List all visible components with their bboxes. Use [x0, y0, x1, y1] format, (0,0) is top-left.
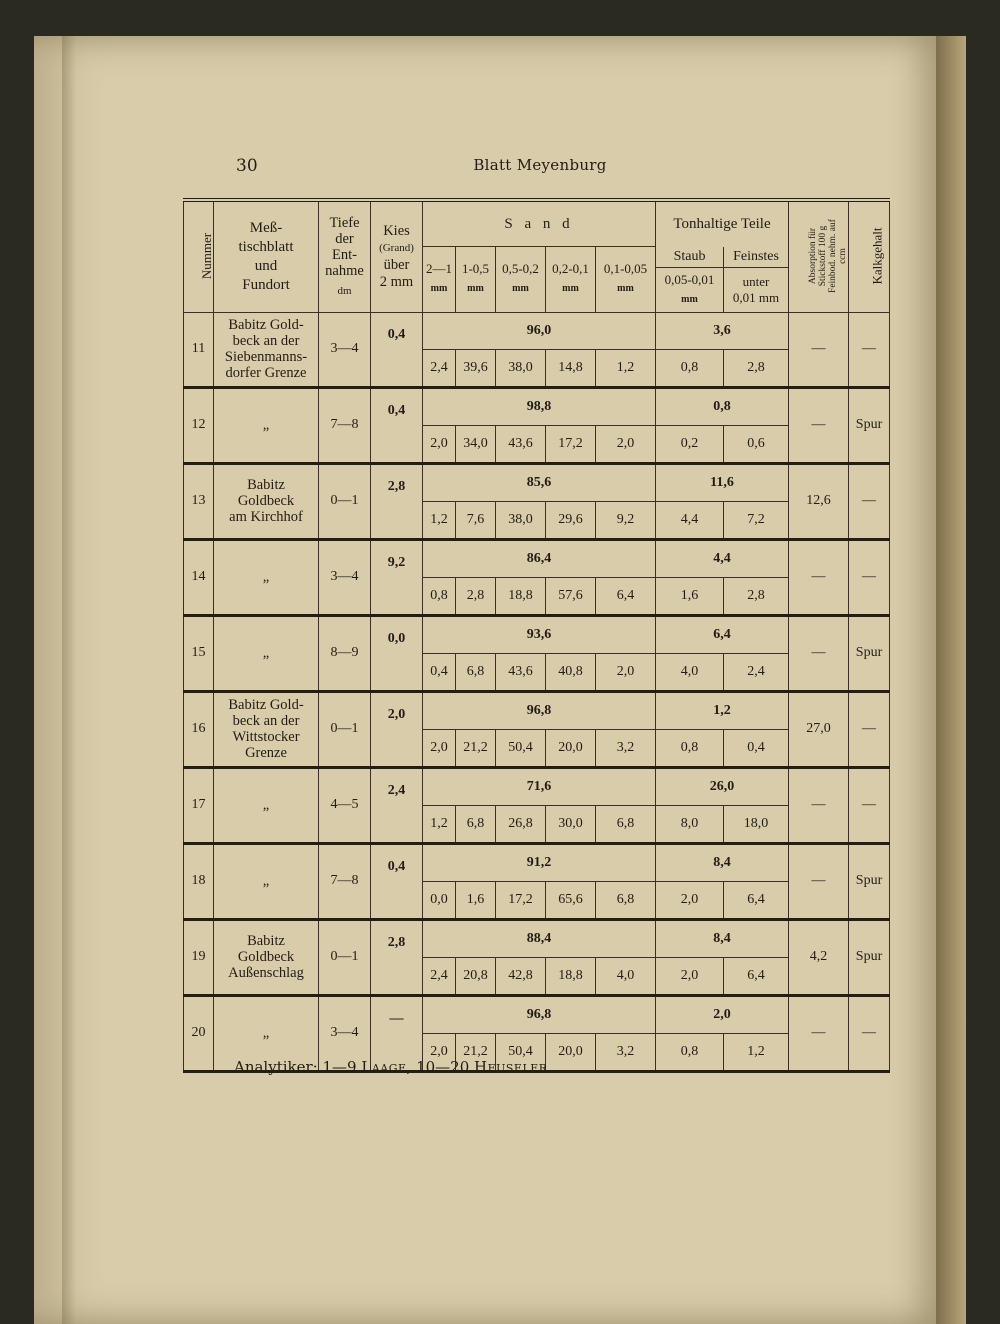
cell-staub: 0,8 [656, 349, 724, 387]
cell-sand-fraction: 38,0 [496, 349, 546, 387]
table-row [184, 312, 890, 349]
cell-sand-fraction: 0,4 [423, 653, 456, 691]
header-tiefe: Tiefe der Ent- nahme dm [319, 200, 371, 312]
cell-nummer: 17 [184, 767, 214, 843]
header-sand-col-2: 1-0,5 mm [456, 247, 496, 313]
cell-ton-total: 11,6 [656, 463, 789, 501]
cell-ton-total: 26,0 [656, 767, 789, 805]
cell-kies: 2,0 [371, 691, 423, 767]
cell-sand-fraction: 7,6 [456, 501, 496, 539]
cell-tiefe: 0—1 [319, 691, 371, 767]
cell-fundort: Babitz Gold- beck an der Wittstocker Grenze [214, 691, 319, 767]
cell-sand-fraction: 43,6 [496, 425, 546, 463]
cell-kalkgehalt: Spur [849, 615, 890, 691]
cell-fundort: Babitz Goldbeck Außenschlag [214, 919, 319, 995]
cell-staub: 0,2 [656, 425, 724, 463]
cell-tiefe: 7—8 [319, 387, 371, 463]
table-row [184, 691, 890, 729]
cell-sand-total: 96,8 [423, 995, 656, 1033]
cell-feinstes: 0,4 [724, 729, 789, 767]
cell-sand-fraction: 1,2 [596, 349, 656, 387]
cell-kalkgehalt: — [849, 995, 890, 1071]
cell-fundort: „ [214, 387, 319, 463]
cell-sand-fraction: 21,2 [456, 1033, 496, 1071]
cell-sand-fraction: 20,8 [456, 957, 496, 995]
cell-sand-fraction: 18,8 [496, 577, 546, 615]
cell-absorption: — [789, 387, 849, 463]
cell-sand-fraction: 3,2 [596, 1033, 656, 1071]
cell-sand-fraction: 65,6 [546, 881, 596, 919]
cell-sand-total: 86,4 [423, 539, 656, 577]
cell-feinstes: 7,2 [724, 501, 789, 539]
cell-sand-fraction: 38,0 [496, 501, 546, 539]
cell-sand-fraction: 1,2 [423, 501, 456, 539]
cell-kalkgehalt: — [849, 767, 890, 843]
page-spine-shadow [62, 36, 76, 1324]
cell-sand-total: 85,6 [423, 463, 656, 501]
cell-nummer: 14 [184, 539, 214, 615]
header-sand-col-5: 0,1-0,05 mm [596, 247, 656, 313]
cell-fundort: „ [214, 767, 319, 843]
table-row [184, 463, 890, 501]
cell-nummer: 19 [184, 919, 214, 995]
cell-kies: 0,4 [371, 843, 423, 919]
cell-sand-fraction: 18,8 [546, 957, 596, 995]
cell-feinstes: 2,4 [724, 653, 789, 691]
header-staub: Staub [656, 247, 724, 268]
cell-kies: 2,4 [371, 767, 423, 843]
table-row [184, 995, 890, 1033]
cell-tiefe: 3—4 [319, 539, 371, 615]
cell-sand-total: 98,8 [423, 387, 656, 425]
cell-ton-total: 3,6 [656, 312, 789, 349]
cell-absorption: 4,2 [789, 919, 849, 995]
cell-sand-total: 91,2 [423, 843, 656, 881]
cell-nummer: 13 [184, 463, 214, 539]
cell-fundort: „ [214, 843, 319, 919]
cell-staub: 0,8 [656, 729, 724, 767]
cell-sand-fraction: 6,8 [456, 805, 496, 843]
cell-sand-fraction: 2,8 [456, 577, 496, 615]
cell-nummer: 11 [184, 312, 214, 387]
table-row [184, 539, 890, 577]
cell-sand-fraction: 21,2 [456, 729, 496, 767]
cell-kies: 0,0 [371, 615, 423, 691]
cell-kalkgehalt: — [849, 463, 890, 539]
cell-absorption: — [789, 767, 849, 843]
table-row [184, 919, 890, 957]
cell-fundort: Babitz Goldbeck am Kirchhof [214, 463, 319, 539]
cell-sand-fraction: 30,0 [546, 805, 596, 843]
header-sand: S a n d [423, 200, 656, 247]
cell-sand-fraction: 2,0 [596, 425, 656, 463]
cell-ton-total: 4,4 [656, 539, 789, 577]
cell-sand-fraction: 2,0 [596, 653, 656, 691]
cell-sand-fraction: 2,0 [423, 729, 456, 767]
cell-tiefe: 3—4 [319, 312, 371, 387]
table-row [184, 387, 890, 425]
page-number: 30 [236, 156, 258, 176]
cell-sand-fraction: 26,8 [496, 805, 546, 843]
cell-sand-fraction: 42,8 [496, 957, 546, 995]
cell-kalkgehalt: Spur [849, 919, 890, 995]
cell-sand-fraction: 2,0 [423, 425, 456, 463]
cell-staub: 8,0 [656, 805, 724, 843]
header-sand-col-1: 2—1 mm [423, 247, 456, 313]
cell-absorption: — [789, 312, 849, 387]
cell-tiefe: 0—1 [319, 919, 371, 995]
cell-sand-fraction: 6,8 [456, 653, 496, 691]
header-sand-col-4: 0,2-0,1 mm [546, 247, 596, 313]
cell-tiefe: 7—8 [319, 843, 371, 919]
cell-staub: 2,0 [656, 881, 724, 919]
cell-ton-total: 2,0 [656, 995, 789, 1033]
cell-staub: 0,8 [656, 1033, 724, 1071]
cell-kalkgehalt: — [849, 312, 890, 387]
cell-sand-fraction: 2,4 [423, 957, 456, 995]
cell-sand-fraction: 1,6 [456, 881, 496, 919]
cell-tiefe: 3—4 [319, 995, 371, 1071]
cell-sand-fraction: 6,8 [596, 805, 656, 843]
cell-sand-fraction: 6,8 [596, 881, 656, 919]
cell-ton-total: 8,4 [656, 843, 789, 881]
cell-feinstes: 0,6 [724, 425, 789, 463]
cell-sand-total: 88,4 [423, 919, 656, 957]
cell-nummer: 15 [184, 615, 214, 691]
cell-nummer: 16 [184, 691, 214, 767]
cell-ton-total: 8,4 [656, 919, 789, 957]
cell-staub: 4,0 [656, 653, 724, 691]
cell-sand-fraction: 43,6 [496, 653, 546, 691]
cell-sand-fraction: 4,0 [596, 957, 656, 995]
cell-feinstes: 1,2 [724, 1033, 789, 1071]
table-row [184, 767, 890, 805]
table-row [184, 843, 890, 881]
cell-sand-fraction: 2,4 [423, 349, 456, 387]
cell-tiefe: 8—9 [319, 615, 371, 691]
cell-ton-total: 0,8 [656, 387, 789, 425]
cell-sand-total: 96,0 [423, 312, 656, 349]
cell-feinstes: 2,8 [724, 577, 789, 615]
cell-sand-fraction: 34,0 [456, 425, 496, 463]
cell-fundort: „ [214, 995, 319, 1071]
cell-kies: 0,4 [371, 312, 423, 387]
header-feinstes: Feinstes [724, 247, 789, 268]
cell-sand-fraction: 0,8 [423, 577, 456, 615]
cell-kies: 2,8 [371, 463, 423, 539]
cell-sand-fraction: 9,2 [596, 501, 656, 539]
cell-nummer: 12 [184, 387, 214, 463]
cell-feinstes: 6,4 [724, 881, 789, 919]
cell-sand-fraction: 20,0 [546, 1033, 596, 1071]
cell-sand-fraction: 20,0 [546, 729, 596, 767]
page-edge [936, 36, 966, 1324]
cell-feinstes: 6,4 [724, 957, 789, 995]
cell-kies: — [371, 995, 423, 1071]
cell-absorption: 27,0 [789, 691, 849, 767]
cell-fundort: „ [214, 539, 319, 615]
cell-sand-fraction: 17,2 [496, 881, 546, 919]
analyst-footnote: Analytiker: 1—9 Laage, 10—20 Heuseler. [234, 1058, 553, 1076]
cell-fundort: Babitz Gold- beck an der Siebenmanns- dorfer Grenze [214, 312, 319, 387]
cell-staub: 4,4 [656, 501, 724, 539]
cell-sand-fraction: 39,6 [456, 349, 496, 387]
cell-absorption: — [789, 995, 849, 1071]
cell-ton-total: 6,4 [656, 615, 789, 653]
cell-kies: 2,8 [371, 919, 423, 995]
cell-sand-fraction: 40,8 [546, 653, 596, 691]
cell-ton-total: 1,2 [656, 691, 789, 729]
header-sand-col-3: 0,5-0,2 mm [496, 247, 546, 313]
cell-absorption: — [789, 615, 849, 691]
cell-sand-total: 71,6 [423, 767, 656, 805]
cell-sand-fraction: 57,6 [546, 577, 596, 615]
cell-sand-fraction: 17,2 [546, 425, 596, 463]
cell-absorption: 12,6 [789, 463, 849, 539]
header-fundort: Meß- tischblatt und Fundort [214, 200, 319, 312]
cell-sand-fraction: 3,2 [596, 729, 656, 767]
cell-kies: 9,2 [371, 539, 423, 615]
cell-sand-fraction: 2,0 [423, 1033, 456, 1071]
cell-sand-fraction: 14,8 [546, 349, 596, 387]
cell-kalkgehalt: Spur [849, 387, 890, 463]
cell-sand-fraction: 6,4 [596, 577, 656, 615]
cell-fundort: „ [214, 615, 319, 691]
cell-absorption: — [789, 539, 849, 615]
table-row [184, 615, 890, 653]
cell-sand-fraction: 29,6 [546, 501, 596, 539]
cell-sand-fraction: 0,0 [423, 881, 456, 919]
cell-feinstes: 2,8 [724, 349, 789, 387]
cell-tiefe: 0—1 [319, 463, 371, 539]
cell-sand-fraction: 50,4 [496, 1033, 546, 1071]
header-kalkgehalt: Kalkgehalt [849, 200, 890, 312]
cell-tiefe: 4—5 [319, 767, 371, 843]
cell-kalkgehalt: — [849, 539, 890, 615]
header-absorption: Absorption für Stickstoff 100 g Feinbod. nehm. auf ccm [789, 200, 849, 312]
header-staub-range: 0,05-0,01 mm [656, 267, 724, 312]
cell-sand-total: 93,6 [423, 615, 656, 653]
cell-nummer: 18 [184, 843, 214, 919]
cell-absorption: — [789, 843, 849, 919]
cell-staub: 2,0 [656, 957, 724, 995]
cell-sand-total: 96,8 [423, 691, 656, 729]
cell-kalkgehalt: Spur [849, 843, 890, 919]
cell-staub: 1,6 [656, 577, 724, 615]
cell-kalkgehalt: — [849, 691, 890, 767]
soil-analysis-table [183, 198, 890, 1073]
header-feinstes-range: unter 0,01 mm [724, 267, 789, 312]
header-kies: Kies (Grand) über 2 mm [371, 200, 423, 312]
cell-nummer: 20 [184, 995, 214, 1071]
cell-kies: 0,4 [371, 387, 423, 463]
cell-feinstes: 18,0 [724, 805, 789, 843]
cell-sand-fraction: 1,2 [423, 805, 456, 843]
header-nummer: Nummer [184, 200, 214, 312]
running-head: Blatt Meyenburg [473, 156, 607, 174]
cell-sand-fraction: 50,4 [496, 729, 546, 767]
header-tonhaltige-teile: Tonhaltige Teile [656, 200, 789, 247]
